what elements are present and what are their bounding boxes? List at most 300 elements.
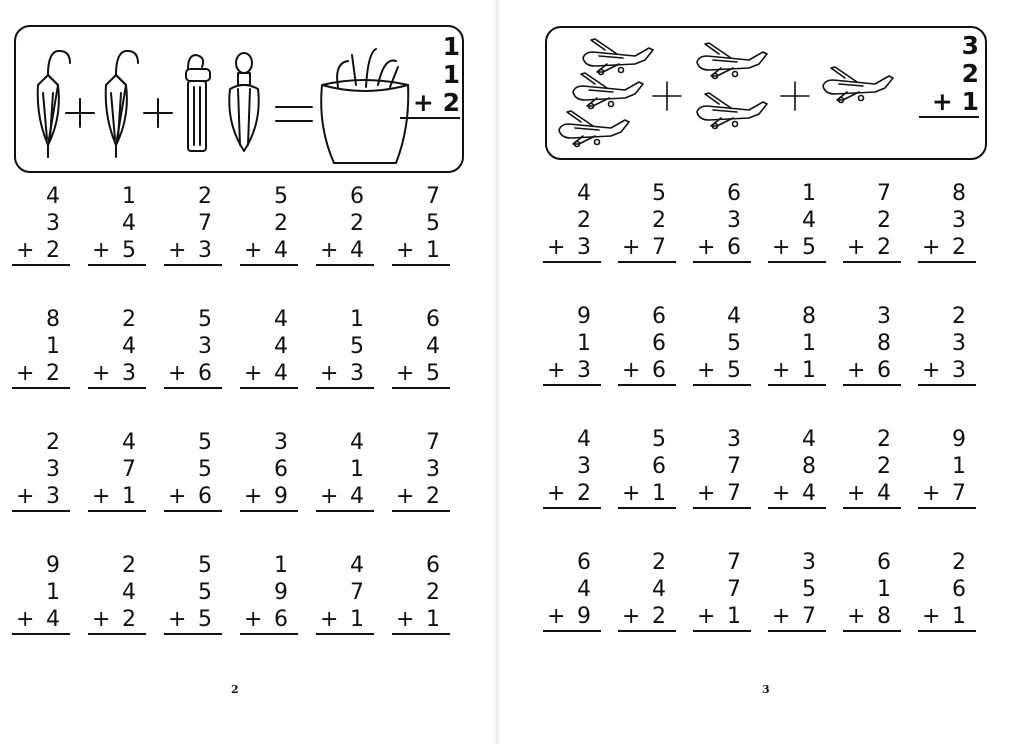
addend-2: 4	[652, 577, 666, 602]
addend-2: 4	[577, 577, 591, 602]
addend-3: 4	[274, 361, 288, 386]
plus-sign: +	[320, 361, 339, 386]
airplane-icon	[573, 73, 643, 109]
addend-2: 4	[122, 334, 136, 359]
addend-1: 7	[426, 184, 440, 209]
page-number: 3	[762, 683, 770, 696]
addend-1: 2	[122, 307, 136, 332]
addend-2: 4	[426, 334, 440, 359]
addend-1: 5	[652, 427, 666, 452]
example-addend-3: 2	[442, 88, 460, 117]
addend-1: 5	[652, 181, 666, 206]
plus-sign: +	[772, 604, 791, 629]
addend-3: 4	[877, 481, 891, 506]
example-sum	[400, 33, 460, 119]
addend-2: 3	[198, 334, 212, 359]
plus-sign: +	[396, 238, 415, 263]
addition-problem	[768, 180, 826, 263]
plus-sign: +	[16, 238, 35, 263]
addend-2: 7	[350, 580, 364, 605]
addend-2: 6	[952, 577, 966, 602]
example-last-line	[400, 89, 460, 119]
answer-line	[240, 360, 298, 389]
answer-line	[918, 480, 976, 509]
addend-3: 6	[877, 358, 891, 383]
plus-sign: +	[16, 361, 35, 386]
addition-problem	[918, 303, 976, 386]
answer-line	[768, 357, 826, 386]
addend-1: 2	[46, 430, 60, 455]
addend-2: 6	[652, 331, 666, 356]
plus-sign: +	[16, 607, 35, 632]
addend-2: 6	[274, 457, 288, 482]
answer-line	[88, 360, 146, 389]
plus-sign: +	[697, 235, 716, 260]
addend-3: 8	[877, 604, 891, 629]
addend-2: 1	[952, 454, 966, 479]
addend-2: 6	[652, 454, 666, 479]
addend-1: 2	[877, 427, 891, 452]
plus-sign: +	[922, 358, 941, 383]
answer-line	[392, 237, 450, 266]
answer-line	[768, 480, 826, 509]
problem-grid	[10, 183, 466, 635]
addend-1: 6	[652, 304, 666, 329]
addend-2: 7	[198, 211, 212, 236]
addend-1: 3	[274, 430, 288, 455]
plus-sign: +	[922, 481, 941, 506]
addend-3: 3	[46, 484, 60, 509]
answer-line	[693, 357, 751, 386]
answer-line	[240, 237, 298, 266]
addition-problem	[543, 549, 601, 632]
plus-sign: +	[772, 358, 791, 383]
addend-1: 9	[577, 304, 591, 329]
addition-problem	[693, 426, 751, 509]
addend-1: 3	[877, 304, 891, 329]
example-sum	[919, 32, 979, 118]
answer-line	[768, 234, 826, 263]
addend-3: 7	[652, 235, 666, 260]
addend-3: 2	[952, 235, 966, 260]
plus-sign: +	[92, 607, 111, 632]
addition-problem	[843, 303, 901, 386]
plus-sign: +	[772, 481, 791, 506]
addend-1: 7	[877, 181, 891, 206]
addition-problem	[240, 429, 298, 512]
addition-problem	[618, 549, 676, 632]
addend-3: 6	[198, 484, 212, 509]
answer-line	[918, 603, 976, 632]
addend-3: 9	[274, 484, 288, 509]
plus-sign: +	[396, 607, 415, 632]
answer-line	[316, 483, 374, 512]
addition-problem	[618, 180, 676, 263]
addend-2: 1	[350, 457, 364, 482]
addend-2: 9	[274, 580, 288, 605]
plus-sign: +	[622, 235, 641, 260]
addition-problem	[843, 426, 901, 509]
addend-3: 4	[274, 238, 288, 263]
addend-3: 1	[426, 607, 440, 632]
plus-sign: +	[244, 484, 263, 509]
addition-problem	[768, 303, 826, 386]
addend-1: 7	[727, 550, 741, 575]
addition-problem	[918, 549, 976, 632]
addend-3: 6	[274, 607, 288, 632]
addition-problem	[543, 180, 601, 263]
answer-line	[543, 603, 601, 632]
addend-1: 4	[46, 184, 60, 209]
closed-umbrella-icon	[38, 51, 70, 157]
addend-3: 4	[350, 484, 364, 509]
addend-3: 1	[652, 481, 666, 506]
addend-2: 3	[952, 331, 966, 356]
addition-problem	[693, 303, 751, 386]
plus-sign: +	[847, 358, 866, 383]
addition-problem	[693, 549, 751, 632]
addition-problem	[164, 429, 222, 512]
addend-3: 3	[198, 238, 212, 263]
answer-line	[693, 480, 751, 509]
addend-2: 4	[122, 580, 136, 605]
addend-1: 8	[46, 307, 60, 332]
addend-3: 4	[802, 481, 816, 506]
answer-line	[543, 480, 601, 509]
addend-1: 1	[802, 181, 816, 206]
addend-3: 2	[122, 607, 136, 632]
plus-sign: +	[847, 235, 866, 260]
answer-line	[543, 234, 601, 263]
addend-1: 4	[350, 430, 364, 455]
plus-sign: +	[547, 481, 566, 506]
addend-1: 3	[727, 427, 741, 452]
addend-3: 6	[198, 361, 212, 386]
closed-umbrella-icon	[106, 51, 138, 157]
addend-2: 3	[577, 454, 591, 479]
addend-1: 5	[198, 430, 212, 455]
addend-1: 4	[577, 427, 591, 452]
addend-2: 3	[46, 457, 60, 482]
addition-problem	[88, 306, 146, 389]
addend-1: 2	[952, 304, 966, 329]
plus-sign: +	[412, 88, 434, 117]
addition-problem	[618, 303, 676, 386]
problem-grid	[541, 180, 991, 632]
plus-sign: +	[772, 235, 791, 260]
addend-2: 2	[652, 208, 666, 233]
example-addend-2: 2	[961, 59, 979, 88]
addend-1: 8	[802, 304, 816, 329]
addend-2: 5	[198, 457, 212, 482]
answer-line	[164, 606, 222, 635]
addend-2: 4	[274, 334, 288, 359]
answer-line	[88, 483, 146, 512]
addition-problem	[12, 429, 70, 512]
addend-1: 1	[274, 553, 288, 578]
addend-3: 5	[122, 238, 136, 263]
answer-line	[693, 234, 751, 263]
addition-problem	[164, 183, 222, 266]
addition-problem	[543, 426, 601, 509]
addend-1: 4	[122, 430, 136, 455]
plus-sign: +	[847, 604, 866, 629]
addend-2: 7	[122, 457, 136, 482]
addition-problem	[843, 549, 901, 632]
addend-1: 2	[198, 184, 212, 209]
addend-3: 6	[727, 235, 741, 260]
answer-line	[12, 606, 70, 635]
plus-sign: +	[168, 238, 187, 263]
addition-problem	[392, 552, 450, 635]
addend-3: 7	[802, 604, 816, 629]
addend-2: 5	[802, 577, 816, 602]
example-addend-1: 3	[961, 31, 979, 60]
addend-1: 6	[350, 184, 364, 209]
addend-2: 2	[350, 211, 364, 236]
addend-2: 7	[727, 577, 741, 602]
addition-problem	[88, 429, 146, 512]
addend-3: 3	[577, 358, 591, 383]
addend-2: 3	[426, 457, 440, 482]
plus-sign: +	[92, 361, 111, 386]
addend-2: 1	[46, 580, 60, 605]
addend-3: 3	[122, 361, 136, 386]
addend-2: 5	[198, 580, 212, 605]
addend-3: 2	[652, 604, 666, 629]
addend-2: 2	[426, 580, 440, 605]
plus-sign: +	[847, 481, 866, 506]
addend-3: 2	[577, 481, 591, 506]
addend-1: 4	[350, 553, 364, 578]
addend-1: 5	[274, 184, 288, 209]
addition-problem	[543, 303, 601, 386]
plus-sign: +	[244, 361, 263, 386]
answer-line	[392, 483, 450, 512]
addition-problem	[240, 183, 298, 266]
addition-problem	[316, 552, 374, 635]
addition-problem	[392, 183, 450, 266]
answer-line	[392, 606, 450, 635]
addend-3: 7	[727, 481, 741, 506]
plus-sign: +	[922, 235, 941, 260]
addend-1: 7	[426, 430, 440, 455]
plus-sign: +	[547, 235, 566, 260]
folded-umbrella-icon	[229, 53, 258, 151]
answer-line	[12, 483, 70, 512]
addend-2: 5	[727, 331, 741, 356]
addend-1: 4	[577, 181, 591, 206]
answer-line	[693, 603, 751, 632]
addend-3: 2	[426, 484, 440, 509]
addition-problem	[316, 183, 374, 266]
answer-line	[88, 606, 146, 635]
addend-2: 1	[577, 331, 591, 356]
addend-3: 5	[198, 607, 212, 632]
addition-problem	[88, 183, 146, 266]
airplane-icon	[697, 93, 767, 129]
addend-3: 7	[952, 481, 966, 506]
addend-3: 3	[577, 235, 591, 260]
folded-umbrella-icon	[186, 55, 210, 151]
addend-3: 4	[46, 607, 60, 632]
addend-3: 1	[802, 358, 816, 383]
right-page	[500, 0, 1024, 744]
addition-problem	[164, 306, 222, 389]
addend-2: 1	[877, 577, 891, 602]
plus-sign: +	[697, 481, 716, 506]
addend-1: 9	[952, 427, 966, 452]
addition-problem	[768, 426, 826, 509]
addend-1: 6	[426, 553, 440, 578]
addend-3: 9	[577, 604, 591, 629]
answer-line	[164, 237, 222, 266]
answer-line	[843, 603, 901, 632]
umbrella-stand-icon	[321, 49, 408, 163]
addend-1: 8	[952, 181, 966, 206]
example-addend-1: 1	[442, 32, 460, 61]
airplane-icon	[697, 43, 767, 79]
addend-2: 2	[577, 208, 591, 233]
plus-sign: +	[16, 484, 35, 509]
addend-2: 3	[952, 208, 966, 233]
answer-line	[240, 606, 298, 635]
addend-2: 2	[274, 211, 288, 236]
plus-sign: +	[697, 604, 716, 629]
plus-sign: +	[320, 484, 339, 509]
addition-problem	[768, 549, 826, 632]
addition-problem	[918, 426, 976, 509]
addend-2: 3	[727, 208, 741, 233]
addend-1: 2	[122, 553, 136, 578]
airplane-icon	[823, 67, 893, 103]
addition-problem	[392, 306, 450, 389]
plus-sign: +	[396, 484, 415, 509]
addend-2: 4	[122, 211, 136, 236]
example-last-line	[919, 88, 979, 118]
addend-3: 2	[46, 361, 60, 386]
addend-2: 8	[802, 454, 816, 479]
plus-sign: +	[244, 238, 263, 263]
addend-1: 3	[802, 550, 816, 575]
addend-3: 1	[350, 607, 364, 632]
answer-line	[12, 360, 70, 389]
addition-problem	[164, 552, 222, 635]
addend-3: 4	[350, 238, 364, 263]
addition-problem	[240, 552, 298, 635]
answer-line	[88, 237, 146, 266]
answer-line	[316, 606, 374, 635]
plus-sign: +	[622, 481, 641, 506]
addend-1: 9	[46, 553, 60, 578]
answer-line	[618, 234, 676, 263]
addition-problem	[240, 306, 298, 389]
answer-line	[918, 357, 976, 386]
plus-sign: +	[622, 604, 641, 629]
addend-2: 2	[877, 454, 891, 479]
plus-sign: +	[168, 607, 187, 632]
addend-1: 4	[727, 304, 741, 329]
addition-problem	[918, 180, 976, 263]
addend-3: 5	[727, 358, 741, 383]
addend-1: 1	[122, 184, 136, 209]
plus-sign: +	[92, 238, 111, 263]
addend-2: 7	[727, 454, 741, 479]
addition-problem	[618, 426, 676, 509]
answer-line	[164, 360, 222, 389]
plus-sign: +	[92, 484, 111, 509]
addition-problem	[316, 429, 374, 512]
plus-sign: +	[547, 358, 566, 383]
addend-2: 5	[350, 334, 364, 359]
plus-sign: +	[320, 238, 339, 263]
plus-sign: +	[320, 607, 339, 632]
addend-3: 1	[952, 604, 966, 629]
left-page	[0, 0, 496, 744]
addend-2: 5	[426, 211, 440, 236]
plus-sign: +	[931, 87, 953, 116]
addend-3: 3	[350, 361, 364, 386]
addition-problem	[392, 429, 450, 512]
answer-line	[618, 357, 676, 386]
answer-line	[12, 237, 70, 266]
addend-3: 2	[46, 238, 60, 263]
addend-3: 2	[877, 235, 891, 260]
addend-1: 4	[274, 307, 288, 332]
answer-line	[316, 360, 374, 389]
addend-1: 2	[652, 550, 666, 575]
addition-problem	[693, 180, 751, 263]
answer-line	[618, 480, 676, 509]
answer-line	[843, 234, 901, 263]
addend-2: 1	[46, 334, 60, 359]
plus-sign: +	[168, 361, 187, 386]
addition-problem	[12, 183, 70, 266]
answer-line	[316, 237, 374, 266]
addend-1: 6	[426, 307, 440, 332]
addend-3: 5	[426, 361, 440, 386]
answer-line	[164, 483, 222, 512]
addend-3: 5	[802, 235, 816, 260]
plus-sign: +	[168, 484, 187, 509]
addend-1: 5	[198, 307, 212, 332]
answer-line	[392, 360, 450, 389]
answer-line	[843, 480, 901, 509]
addition-problem	[88, 552, 146, 635]
plus-sign: +	[622, 358, 641, 383]
airplane-icon	[583, 39, 653, 75]
addition-problem	[843, 180, 901, 263]
answer-line	[768, 603, 826, 632]
example-addend-3: 1	[961, 87, 979, 116]
addend-3: 1	[727, 604, 741, 629]
addend-3: 1	[122, 484, 136, 509]
example-box	[14, 25, 464, 173]
addend-2: 2	[877, 208, 891, 233]
example-addend-2: 1	[442, 60, 460, 89]
addition-problem	[12, 552, 70, 635]
addition-problem	[12, 306, 70, 389]
plus-sign: +	[697, 358, 716, 383]
page-number: 2	[231, 683, 239, 696]
plus-sign: +	[244, 607, 263, 632]
addend-1: 4	[802, 427, 816, 452]
addend-1: 1	[350, 307, 364, 332]
addend-1: 6	[727, 181, 741, 206]
addend-3: 3	[952, 358, 966, 383]
umbrellas-vase-illustration	[16, 27, 462, 171]
answer-line	[618, 603, 676, 632]
